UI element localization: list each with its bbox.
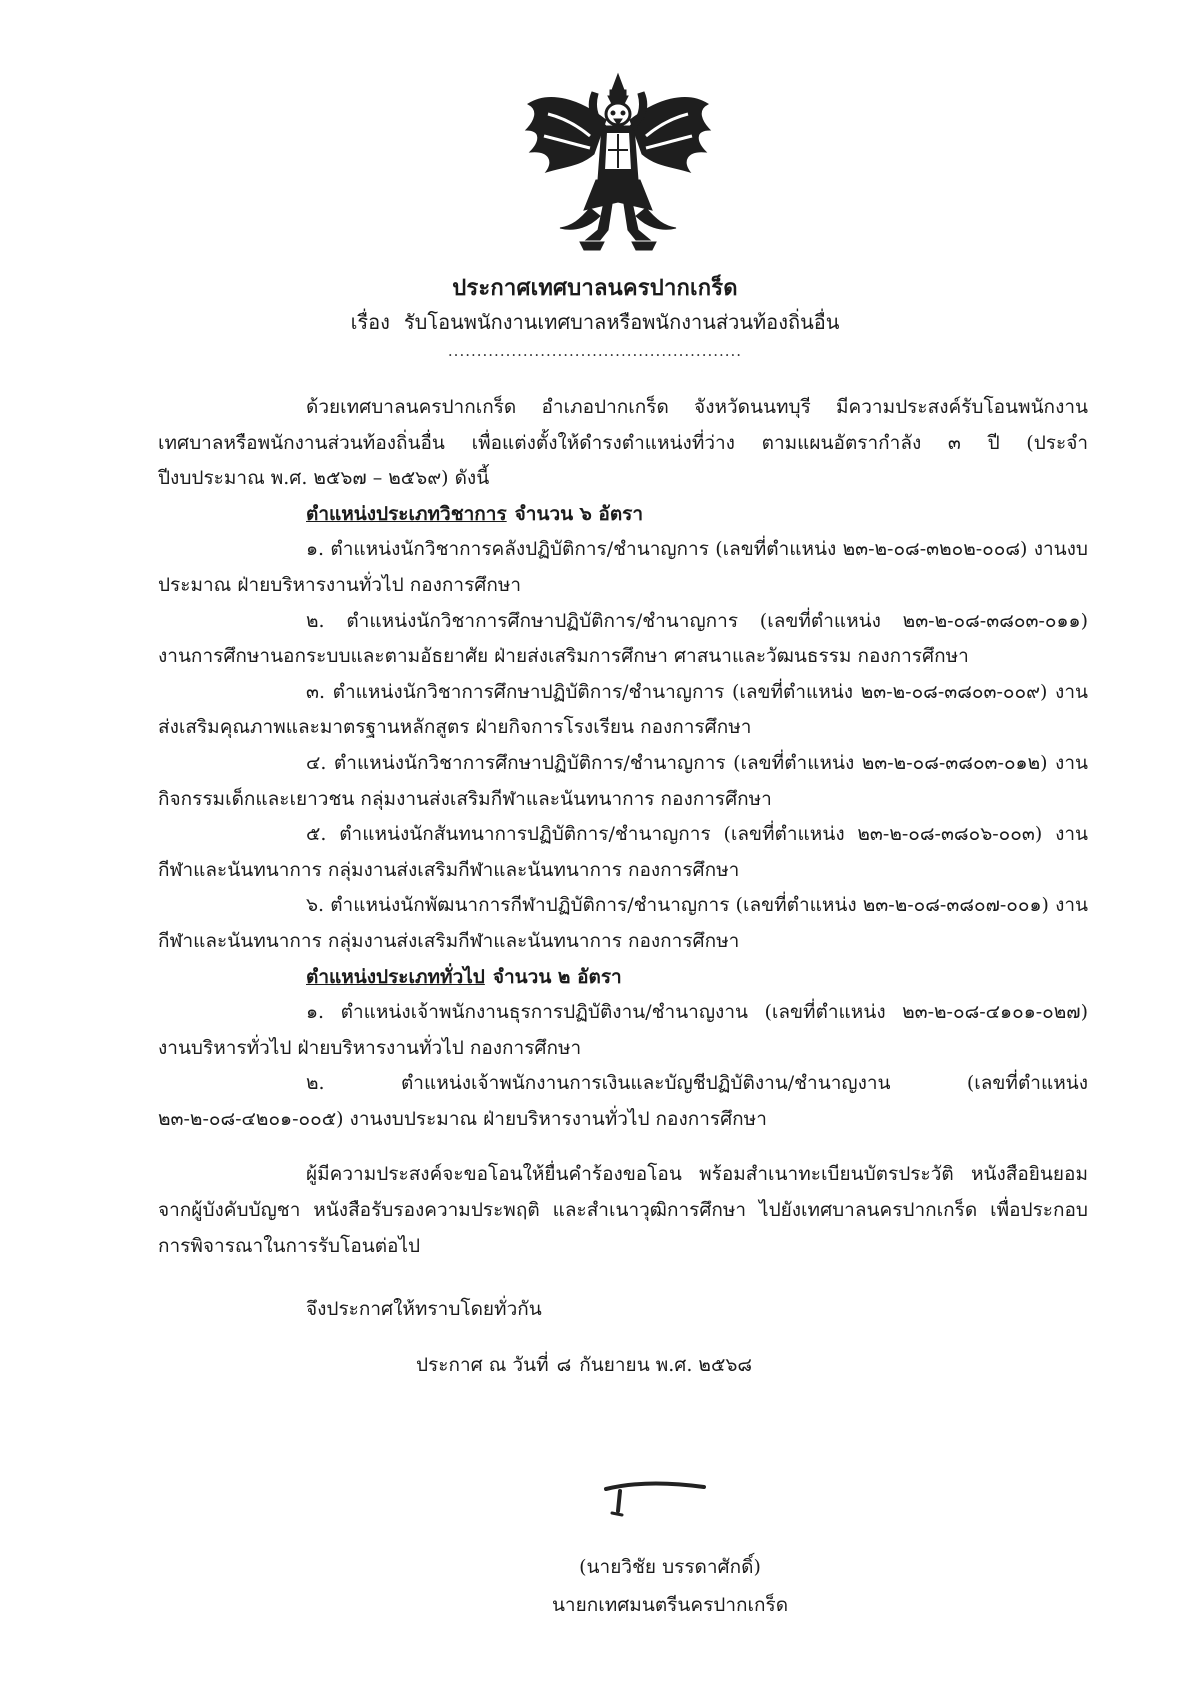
announcement-date — [158, 1348, 1088, 1384]
garuda-emblem — [520, 70, 716, 260]
position-item: ๓. ตำแหน่งนักวิชาการศึกษาปฏิบัติการ/ชำนาญการ (เลขที่ตำแหน่ง ๒๓-๒-๐๘-๓๘๐๓-๐๐๙) งานส่งเสริมคุณภาพและมาตรฐานหลักสูตร ฝ่ายกิจการโรงเรียน กองการศึกษา — [158, 680, 1088, 739]
subject-line — [0, 306, 1190, 338]
announcement-title: ประกาศเทศบาลนครปากเกร็ด — [452, 275, 738, 301]
section-heading-text: ตำแหน่งประเภททั่วไป — [306, 965, 485, 988]
closing-line: จึงประกาศให้ทราบโดยทั่วกัน — [306, 1298, 542, 1321]
intro-paragraph: ด้วยเทศบาลนครปากเกร็ด อำเภอปากเกร็ด จังหวัดนนทบุรี มีความประสงค์รับโอนพนักงานเทศบาลหรือพนักงานส่วนท้องถิ่นอื่น เพื่อแต่งตั้งให้ดำรงตำแหน่งที่ว่าง ตามแผนอัตรากำลัง ๓ ปี (ประจำปีงบประมาณ พ.ศ. ๒๕๖๗ – ๒๕๖๙) ดังนี้ — [158, 396, 1088, 490]
signatory-name: (นายวิชัย บรรดาศักดิ์) — [579, 1556, 761, 1578]
section-heading-general — [306, 960, 1088, 996]
section-heading-text: ตำแหน่งประเภทวิชาการ — [306, 502, 507, 525]
subject-text: รับโอนพนักงานเทศบาลหรือพนักงานส่วนท้องถิ่นอื่น — [403, 310, 840, 334]
position-item: ๕. ตำแหน่งนักสันทนาการปฏิบัติการ/ชำนาญการ (เลขที่ตำแหน่ง ๒๓-๒-๐๘-๓๘๐๖-๐๐๓) งานกีฬาและนันทนาการ กลุ่มงานส่งเสริมกีฬาและนันทนาการ กองการศึกษา — [158, 823, 1088, 881]
signature-mark — [600, 1475, 710, 1521]
subject-label: เรื่อง — [350, 310, 390, 334]
date-month-year: กันยายน พ.ศ. ๒๕๖๘ — [579, 1353, 753, 1376]
section-count: จำนวน ๒ อัตรา — [492, 965, 622, 988]
position-item: ๖. ตำแหน่งนักพัฒนาการกีฬาปฏิบัติการ/ชำนาญการ (เลขที่ตำแหน่ง ๒๓-๒-๐๘-๓๘๐๗-๐๐๑) งานกีฬาและนันทนาการ กลุ่มงานส่งเสริมกีฬาและนันทนาการ กองการศึกษา — [158, 894, 1088, 952]
date-prefix: ประกาศ ณ วันที่ — [416, 1353, 549, 1376]
announcement-body — [158, 390, 1088, 1383]
position-item: ๑. ตำแหน่งนักวิชาการคลังปฏิบัติการ/ชำนาญการ (เลขที่ตำแหน่ง ๒๓-๒-๐๘-๓๒๐๒-๐๐๘) งานงบประมาณ ฝ่ายบริหารงานทั่วไป กองการศึกษา — [158, 538, 1088, 596]
instructions-paragraph: ผู้มีความประสงค์จะขอโอนให้ยื่นคำร้องขอโอน พร้อมสำเนาทะเบียนบัตรประวัติ หนังสือยินยอมจากผู้บังคับบัญชา หนังสือรับรองความประพฤติ และสำเนาวุฒิการศึกษา ไปยังเทศบาลนครปากเกร็ด เพื่อประกอบการพิจารณาในการรับโอนต่อไป — [158, 1163, 1088, 1257]
signatory-position: นายกเทศมนตรีนครปากเกร็ด — [551, 1594, 789, 1616]
date-day: ๘ — [556, 1353, 572, 1376]
position-item: ๒. ตำแหน่งเจ้าพนักงานการเงินและบัญชีปฏิบัติงาน/ชำนาญงาน (เลขที่ตำแหน่ง ๒๓-๒-๐๘-๔๒๐๑-๐๐๕) งานงบประมาณ ฝ่ายบริหารงานทั่วไป กองการศึกษา — [158, 1072, 1088, 1130]
position-item: ๑. ตำแหน่งเจ้าพนักงานธุรการปฏิบัติงาน/ชำนาญงาน (เลขที่ตำแหน่ง ๒๓-๒-๐๘-๔๑๐๑-๐๒๗) งานบริหารทั่วไป ฝ่ายบริหารงานทั่วไป กองการศึกษา — [158, 1001, 1088, 1059]
position-item: ๒. ตำแหน่งนักวิชาการศึกษาปฏิบัติการ/ชำนาญการ (เลขที่ตำแหน่ง ๒๓-๒-๐๘-๓๘๐๓-๐๑๑) งานการศึกษานอกระบบและตามอัธยาศัย ฝ่ายส่งเสริมการศึกษา ศาสนาและวัฒนธรรม กองการศึกษา — [158, 609, 1088, 668]
position-item: ๔. ตำแหน่งนักวิชาการศึกษาปฏิบัติการ/ชำนาญการ (เลขที่ตำแหน่ง ๒๓-๒-๐๘-๓๘๐๓-๐๑๒) งานกิจกรรมเด็กและเยาวชน กลุ่มงานส่งเสริมกีฬาและนันทนาการ กองการศึกษา — [158, 751, 1088, 810]
section-count: จำนวน ๖ อัตรา — [514, 502, 644, 525]
title-separator: ................................................... — [447, 342, 743, 360]
section-heading-academic — [306, 497, 1088, 533]
